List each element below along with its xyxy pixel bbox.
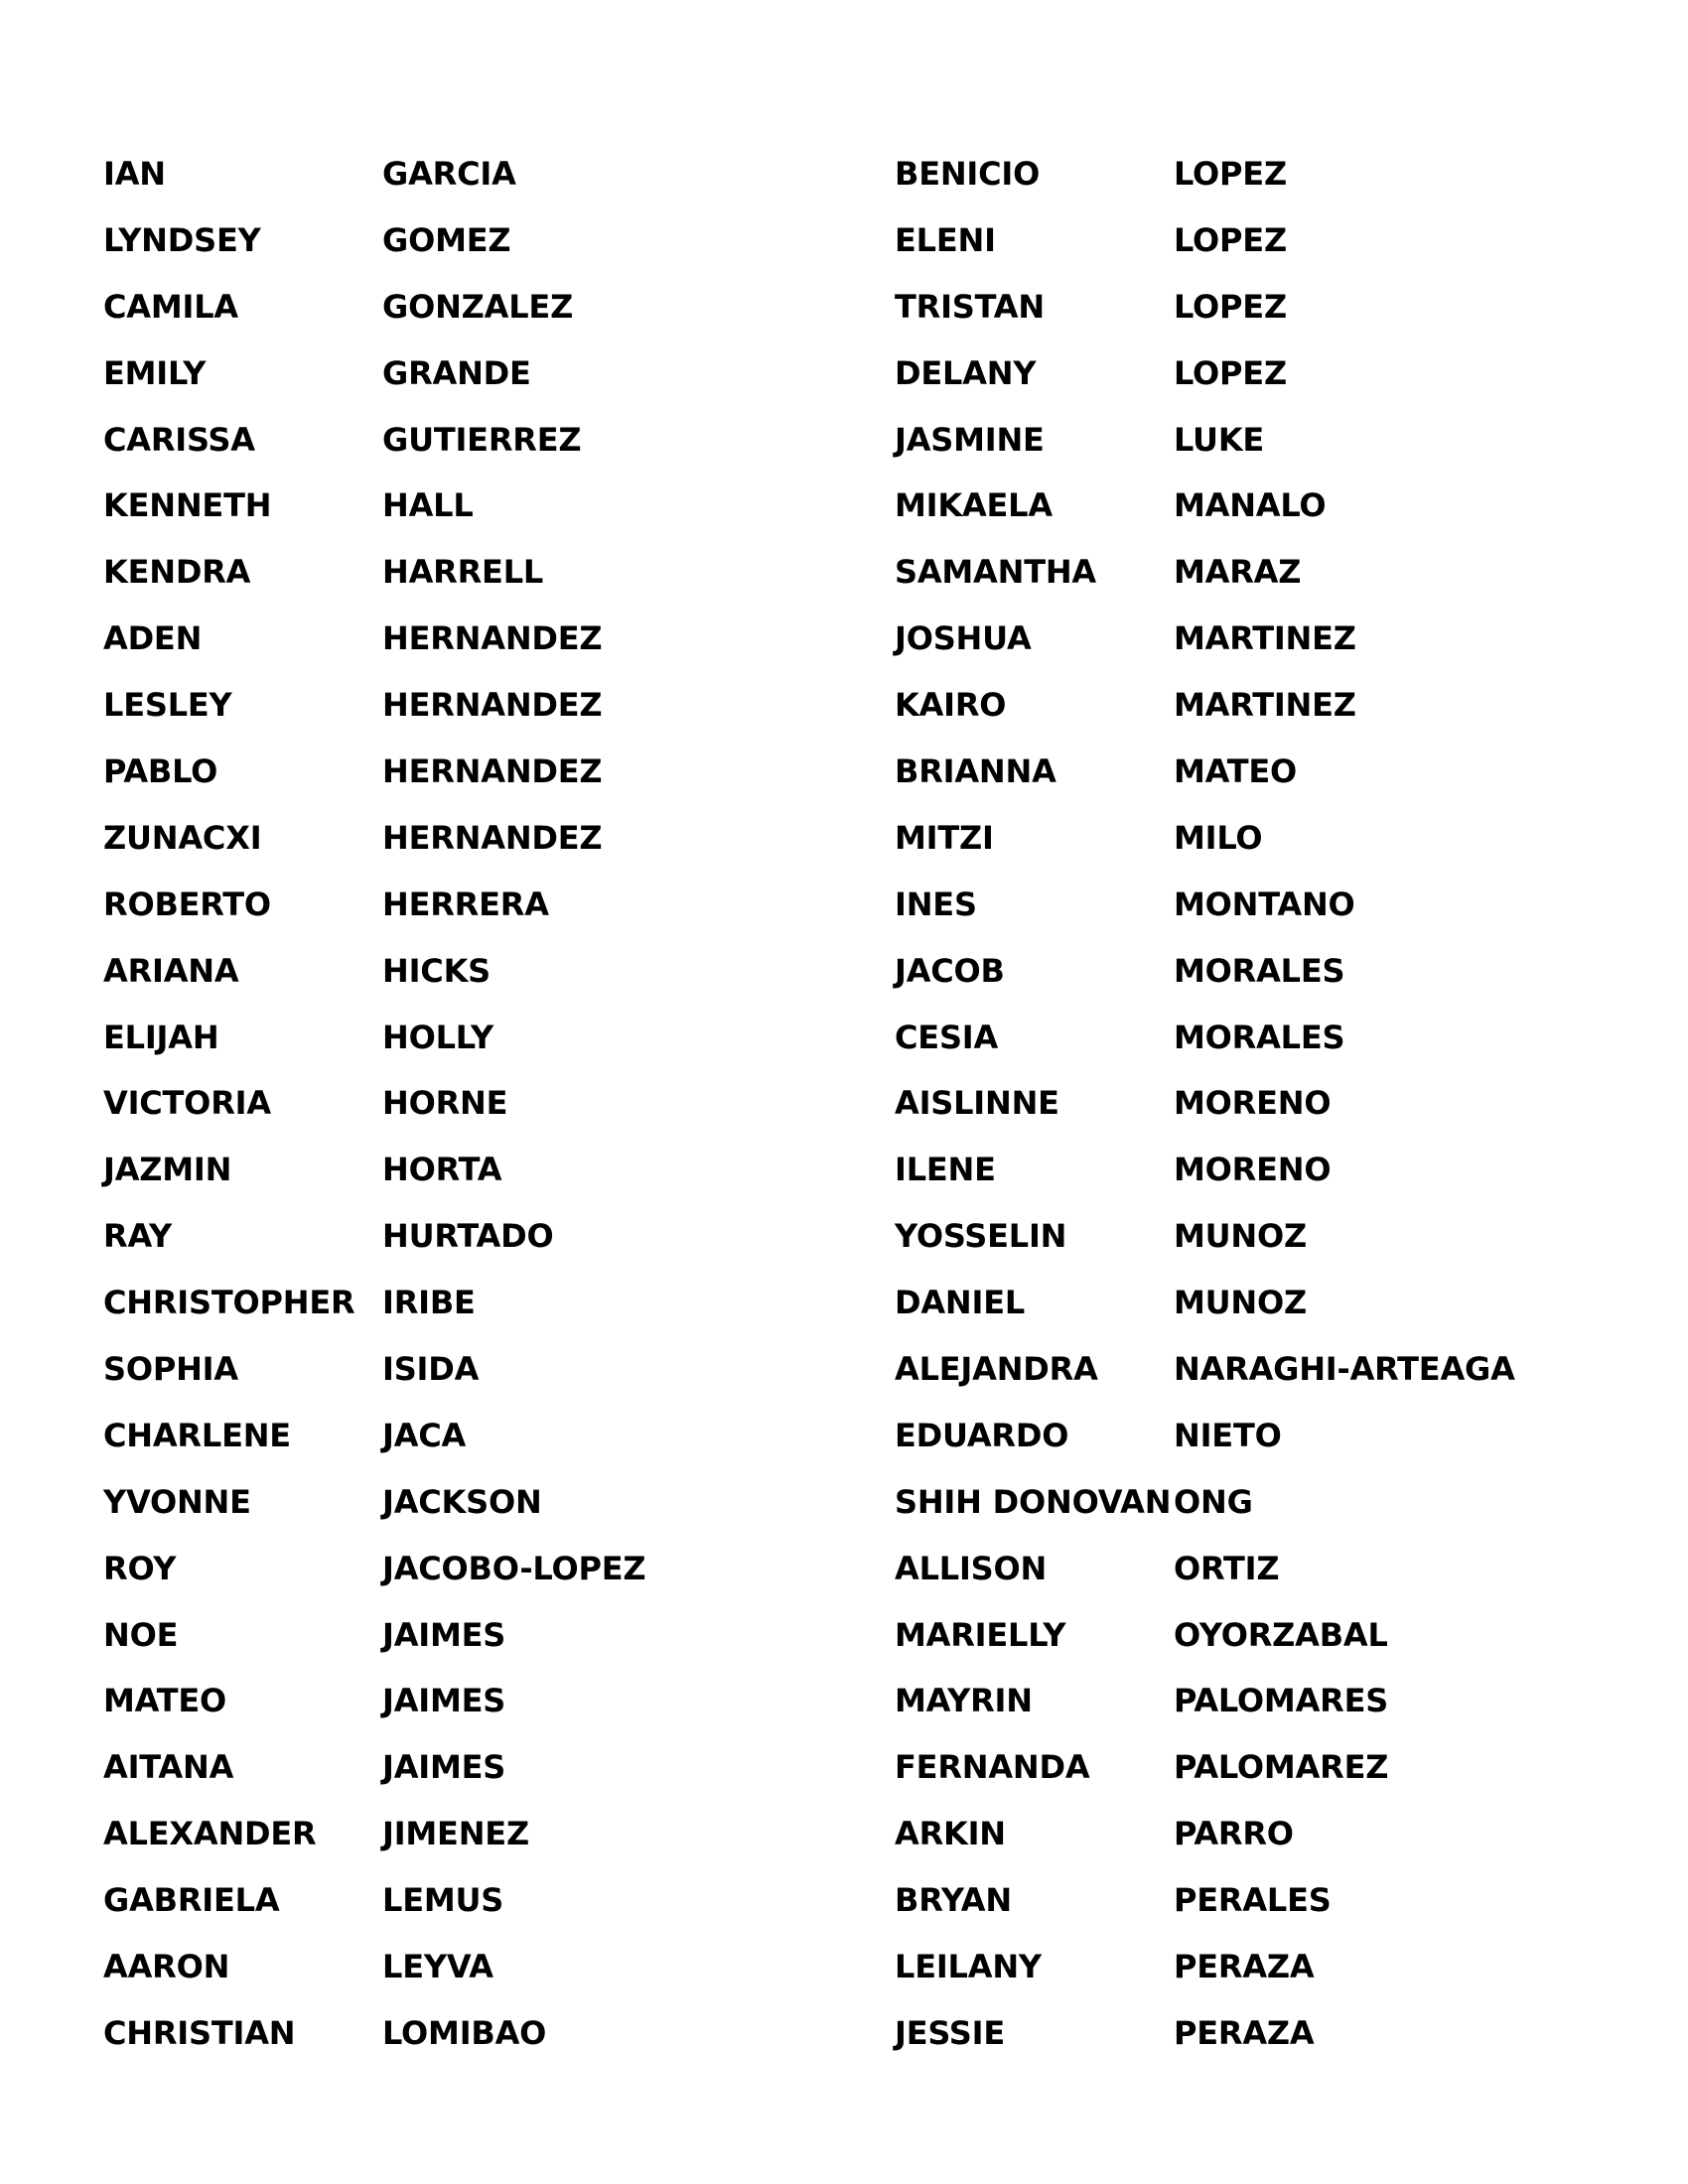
name-row	[895, 1683, 1551, 1749]
name-row	[103, 1683, 760, 1749]
first-name: SAMANTHA	[895, 553, 1096, 592]
name-row	[895, 1617, 1551, 1684]
first-name: JACOB	[895, 951, 1005, 990]
last-name: MORALES	[1174, 951, 1345, 990]
first-name: JOSHUA	[895, 619, 1032, 658]
name-row	[103, 620, 760, 687]
name-row	[103, 687, 760, 753]
last-name: MUNOZ	[1174, 1284, 1308, 1322]
name-row	[895, 355, 1551, 422]
last-name: LEYVA	[382, 1948, 493, 1986]
last-name: GUTIERREZ	[382, 420, 582, 459]
name-row	[895, 1152, 1551, 1218]
name-row	[103, 487, 760, 554]
left-name-column	[103, 156, 760, 2082]
first-name: ELENI	[895, 220, 996, 259]
first-name: CHARLENE	[103, 1416, 291, 1454]
name-row	[103, 1218, 760, 1285]
last-name: PERAZA	[1174, 1948, 1315, 1986]
last-name: LOPEZ	[1174, 155, 1287, 193]
first-name: JESSIE	[895, 2013, 1005, 2052]
first-name: AISLINNE	[895, 1084, 1059, 1123]
name-row	[103, 1020, 760, 1086]
name-row	[895, 1551, 1551, 1617]
first-name: RAY	[103, 1217, 172, 1256]
name-row	[103, 554, 760, 620]
first-name: ARIANA	[103, 951, 239, 990]
name-row	[895, 1418, 1551, 1484]
name-row	[895, 2015, 1551, 2082]
last-name: ISIDA	[382, 1350, 480, 1389]
name-row	[103, 753, 760, 820]
first-name: ALLISON	[895, 1549, 1048, 1587]
last-name: HERNANDEZ	[382, 686, 603, 725]
last-name: MATEO	[1174, 752, 1298, 791]
last-name: MANALO	[1174, 486, 1327, 525]
last-name: HERNANDEZ	[382, 752, 603, 791]
last-name: JAIMES	[382, 1615, 506, 1654]
last-name: NIETO	[1174, 1416, 1282, 1454]
last-name: ORTIZ	[1174, 1549, 1280, 1587]
first-name: ZUNACXI	[103, 818, 262, 857]
last-name: ONG	[1174, 1482, 1253, 1521]
last-name: PERAZA	[1174, 2013, 1315, 2052]
last-name: PARRO	[1174, 1815, 1294, 1853]
first-name: MATEO	[103, 1682, 227, 1720]
name-row	[895, 1484, 1551, 1551]
last-name: HICKS	[382, 951, 492, 990]
last-name: MUNOZ	[1174, 1217, 1308, 1256]
last-name: HURTADO	[382, 1217, 554, 1256]
first-name: ELIJAH	[103, 1018, 219, 1056]
first-name: PABLO	[103, 752, 218, 791]
first-name: CHRISTIAN	[103, 2013, 296, 2052]
first-name: GABRIELA	[103, 1881, 280, 1920]
last-name: HORNE	[382, 1084, 508, 1123]
first-name: EDUARDO	[895, 1416, 1069, 1454]
first-name: KENDRA	[103, 553, 251, 592]
last-name: MILO	[1174, 818, 1263, 857]
name-row	[895, 953, 1551, 1020]
first-name: LYNDSEY	[103, 220, 261, 259]
first-name: CESIA	[895, 1018, 999, 1056]
first-name: ILENE	[895, 1151, 996, 1189]
name-row	[103, 1418, 760, 1484]
name-row	[103, 1484, 760, 1551]
last-name: LEMUS	[382, 1881, 504, 1920]
last-name: GARCIA	[382, 155, 516, 193]
last-name: GRANDE	[382, 353, 531, 392]
name-row	[103, 1285, 760, 1351]
name-row	[103, 953, 760, 1020]
name-row	[895, 1285, 1551, 1351]
first-name: NOE	[103, 1615, 179, 1654]
last-name: JACOBO-LOPEZ	[382, 1549, 646, 1587]
first-name: MARIELLY	[895, 1615, 1066, 1654]
first-name: DANIEL	[895, 1284, 1026, 1322]
name-row	[103, 1351, 760, 1418]
last-name: MARAZ	[1174, 553, 1302, 592]
first-name: ROY	[103, 1549, 177, 1587]
last-name: MORENO	[1174, 1151, 1332, 1189]
name-row	[895, 1085, 1551, 1152]
first-name: BRIANNA	[895, 752, 1056, 791]
name-row	[103, 1152, 760, 1218]
name-row	[895, 1816, 1551, 1882]
last-name: GONZALEZ	[382, 287, 574, 326]
first-name: FERNANDA	[895, 1748, 1090, 1787]
first-name: BRYAN	[895, 1881, 1012, 1920]
name-row	[103, 887, 760, 953]
last-name: MARTINEZ	[1174, 619, 1356, 658]
name-row	[895, 887, 1551, 953]
last-name: MORALES	[1174, 1018, 1345, 1056]
first-name: JAZMIN	[103, 1151, 232, 1189]
name-row	[103, 1949, 760, 2015]
last-name: JACA	[382, 1416, 467, 1454]
first-name: KAIRO	[895, 686, 1007, 725]
first-name: MITZI	[895, 818, 994, 857]
name-row	[895, 156, 1551, 222]
name-row	[103, 1551, 760, 1617]
last-name: HERNANDEZ	[382, 818, 603, 857]
last-name: JAIMES	[382, 1682, 506, 1720]
name-row	[895, 620, 1551, 687]
first-name: ALEJANDRA	[895, 1350, 1098, 1389]
name-row	[895, 422, 1551, 488]
name-row	[895, 222, 1551, 289]
first-name: VICTORIA	[103, 1084, 271, 1123]
name-row	[895, 1020, 1551, 1086]
name-row	[103, 1085, 760, 1152]
name-row	[895, 487, 1551, 554]
name-row	[895, 1749, 1551, 1816]
name-row	[895, 554, 1551, 620]
right-name-column	[895, 156, 1551, 2082]
first-name: TRISTAN	[895, 287, 1045, 326]
first-name: ARKIN	[895, 1815, 1006, 1853]
last-name: JIMENEZ	[382, 1815, 529, 1853]
name-row	[103, 1617, 760, 1684]
name-row	[895, 820, 1551, 887]
name-row	[895, 1949, 1551, 2015]
first-name: KENNETH	[103, 486, 272, 525]
name-row	[103, 222, 760, 289]
last-name: PALOMAREZ	[1174, 1748, 1389, 1787]
name-row	[103, 2015, 760, 2082]
last-name: LUKE	[1174, 420, 1265, 459]
last-name: JAIMES	[382, 1748, 506, 1787]
last-name: JACKSON	[382, 1482, 542, 1521]
first-name: LEILANY	[895, 1948, 1042, 1986]
name-row	[895, 1882, 1551, 1949]
last-name: HARRELL	[382, 553, 544, 592]
first-name: SHIH DONOVAN	[895, 1482, 1172, 1521]
first-name: CAMILA	[103, 287, 238, 326]
name-row	[103, 1749, 760, 1816]
name-row	[895, 687, 1551, 753]
first-name: INES	[895, 885, 977, 923]
first-name: AARON	[103, 1948, 230, 1986]
last-name: OYORZABAL	[1174, 1615, 1388, 1654]
first-name: IAN	[103, 155, 166, 193]
last-name: NARAGHI-ARTEAGA	[1174, 1350, 1515, 1389]
first-name: MIKAELA	[895, 486, 1053, 525]
name-row	[103, 1816, 760, 1882]
name-row	[103, 289, 760, 355]
last-name: HERRERA	[382, 885, 549, 923]
last-name: LOPEZ	[1174, 353, 1287, 392]
last-name: HOLLY	[382, 1018, 493, 1056]
last-name: GOMEZ	[382, 220, 511, 259]
name-row	[895, 753, 1551, 820]
name-row	[895, 289, 1551, 355]
first-name: CARISSA	[103, 420, 255, 459]
last-name: PERALES	[1174, 1881, 1332, 1920]
first-name: EMILY	[103, 353, 207, 392]
first-name: ALEXANDER	[103, 1815, 317, 1853]
first-name: YVONNE	[103, 1482, 251, 1521]
name-row	[103, 355, 760, 422]
first-name: ROBERTO	[103, 885, 271, 923]
last-name: PALOMARES	[1174, 1682, 1389, 1720]
first-name: DELANY	[895, 353, 1037, 392]
name-row	[895, 1218, 1551, 1285]
last-name: HORTA	[382, 1151, 502, 1189]
first-name: YOSSELIN	[895, 1217, 1067, 1256]
first-name: JASMINE	[895, 420, 1045, 459]
last-name: LOMIBAO	[382, 2013, 547, 2052]
name-row	[103, 820, 760, 887]
name-row	[103, 422, 760, 488]
last-name: MONTANO	[1174, 885, 1355, 923]
last-name: MORENO	[1174, 1084, 1332, 1123]
first-name: AITANA	[103, 1748, 234, 1787]
first-name: SOPHIA	[103, 1350, 238, 1389]
last-name: HERNANDEZ	[382, 619, 603, 658]
last-name: LOPEZ	[1174, 287, 1287, 326]
last-name: HALL	[382, 486, 474, 525]
first-name: CHRISTOPHER	[103, 1284, 355, 1322]
first-name: LESLEY	[103, 686, 232, 725]
last-name: MARTINEZ	[1174, 686, 1356, 725]
first-name: ADEN	[103, 619, 203, 658]
name-row	[895, 1351, 1551, 1418]
name-row	[103, 156, 760, 222]
last-name: IRIBE	[382, 1284, 476, 1322]
name-row	[103, 1882, 760, 1949]
first-name: MAYRIN	[895, 1682, 1033, 1720]
first-name: BENICIO	[895, 155, 1041, 193]
last-name: LOPEZ	[1174, 220, 1287, 259]
